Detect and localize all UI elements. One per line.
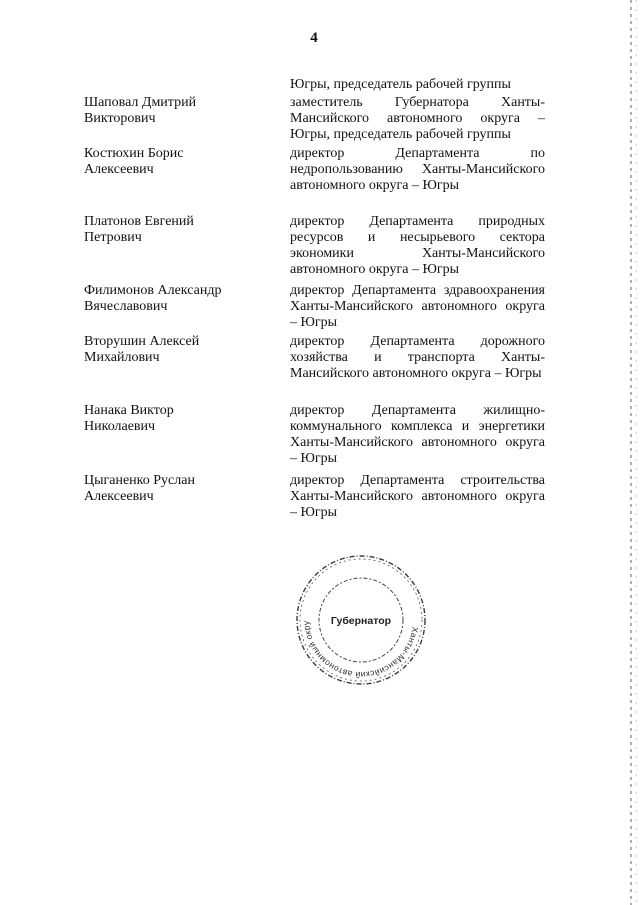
official-seal — [292, 553, 430, 688]
member-name — [84, 146, 274, 178]
member-patronymic: Викторович — [84, 111, 156, 126]
seal-ring-text: Ханты-Мансийский автономный окру — [300, 620, 421, 681]
member-surname-name: Нанака Виктор — [84, 403, 174, 418]
member-name — [84, 334, 274, 366]
scan-edge-line — [630, 0, 632, 905]
member-patronymic: Алексеевич — [84, 489, 154, 504]
member-surname-name: Шаповал Дмитрий — [84, 95, 197, 110]
member-surname-name: Костюхин Борис — [84, 146, 184, 161]
member-patronymic: Вячеславович — [84, 299, 168, 314]
member-surname-name: Платонов Евгений — [84, 214, 194, 229]
member-position: директор Департамента строительства Ханты-Мансийского автономного округа – Югры — [290, 473, 545, 520]
member-patronymic: Николаевич — [84, 419, 156, 434]
member-position: директор Департамента природных ресурсов и несырьевого сектора экономики Ханты-Мансийского автономного округа – Югры — [290, 214, 545, 277]
member-name — [84, 214, 274, 246]
member-surname-name: Цыганенко Руслан — [84, 473, 195, 488]
continued-position-line: Югры, председатель рабочей группы — [290, 77, 511, 92]
seal-center-text: Губернатор — [330, 615, 392, 627]
member-patronymic: Алексеевич — [84, 162, 154, 177]
member-name — [84, 403, 274, 435]
scan-edge-line-secondary — [636, 0, 637, 905]
member-patronymic: Михайлович — [84, 350, 160, 365]
member-position: директор Департамента по недропользованию Ханты-Мансийского автономного округа – Югры — [290, 146, 545, 193]
member-patronymic: Петрович — [84, 230, 142, 245]
member-name — [84, 283, 274, 315]
member-name — [84, 473, 274, 505]
member-position: директор Департамента жилищно-коммунального комплекса и энергетики Ханты-Мансийского автономного округа – Югры — [290, 403, 545, 466]
member-name — [84, 95, 274, 127]
member-position: заместитель Губернатора Ханты-Мансийского автономного округа – Югры, председатель рабочей группы — [290, 95, 545, 142]
member-surname-name: Филимонов Александр — [84, 283, 222, 298]
seal-stamp-icon — [292, 553, 430, 688]
member-surname-name: Вторушин Алексей — [84, 334, 200, 349]
page-number: 4 — [310, 30, 318, 46]
member-position: директор Департамента дорожного хозяйства и транспорта Ханты-Мансийского автономного округа – Югры — [290, 334, 545, 381]
member-position: директор Департамента здравоохранения Ханты-Мансийского автономного округа – Югры — [290, 283, 545, 330]
